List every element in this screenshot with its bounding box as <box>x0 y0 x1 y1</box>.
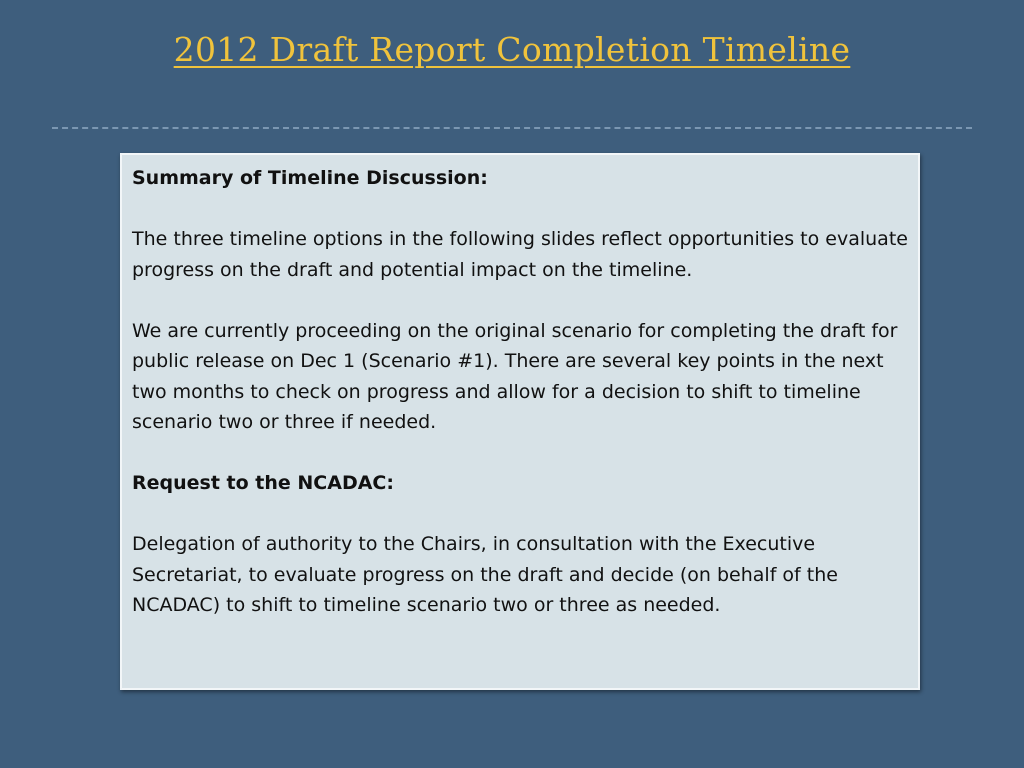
summary-heading: Summary of Timeline Discussion: <box>132 167 488 189</box>
request-paragraph: Delegation of authority to the Chairs, in consultation with the Executive Secretariat, to evaluate progress on the draft and decide (on behalf of the NCADAC) to shift to timeline scenario two or three as needed. <box>132 533 838 616</box>
content-box <box>120 153 920 690</box>
request-heading: Request to the NCADAC: <box>132 472 394 494</box>
title-divider <box>52 127 972 129</box>
slide-title: 2012 Draft Report Completion Timeline <box>173 30 851 69</box>
summary-paragraph-1: The three timeline options in the following slides reflect opportunities to evaluate progress on the draft and potential impact on the timeline. <box>132 228 908 281</box>
summary-paragraph-2: We are currently proceeding on the original scenario for completing the draft for public release on Dec 1 (Scenario #1). There are several key points in the next two months to check on progress and allow for a decision to shift to timeline scenario two or three if needed. <box>132 319 898 433</box>
